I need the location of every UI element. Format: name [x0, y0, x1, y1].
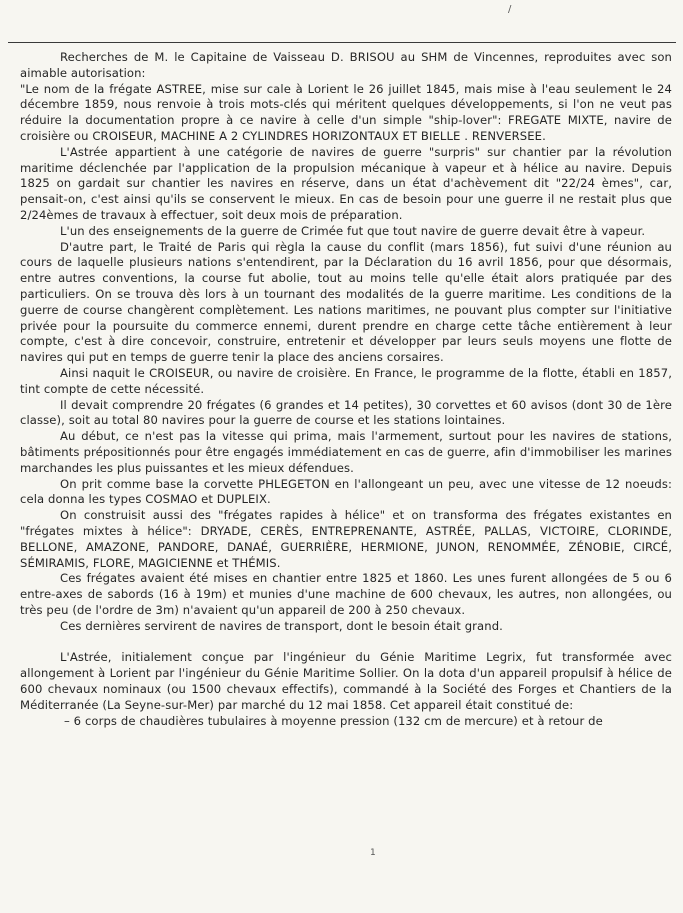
paragraph-crimea: L'un des enseignements de la guerre de Crimée fut que tout navire de guerre devait être à vapeur. [60, 223, 646, 238]
paragraph-transport: Ces dernières servirent de navires de transport, dont le besoin était grand. [60, 618, 503, 633]
paragraph-croiseur: Ainsi naquit le CROISEUR, ou navire de croisière. En France, le programme de la flotte, établi en 1857, tint compte de cette nécessité. [20, 365, 672, 396]
paragraph-armament: Au début, ce n'est pas la vitesse qui prima, mais l'armement, surtout pour les navires de stations, bâtiments prépositionnés pour être engagés immédiatement en cas de guerre, afin d'immobiliser les marines marchandes les plus puissantes et les mieux défendues. [20, 429, 672, 475]
quote-opening-paragraph: "Le nom de la frégate ASTREE, mise sur cale à Lorient le 26 juillet 1845, mais mise à l'eau seulement le 24 décembre 1859, nous renvoie à trois mots-clés qui méritent quelques développements, si l'on ne veut pas réduire la documentation propre à ce navire à celle d'un simple "ship-lover": FREGATE MIXTE, navire de croisière ou CROISEUR, MACHINE A 2 CYLINDRES HORIZONTAUX ET BIELLE . RENVERSEE. [20, 81, 672, 143]
paragraph-astree-transformation: L'Astrée, initialement conçue par l'ingénieur du Génie Maritime Legrix, fut transformée avec allongement à Lorient par l'ingénieur du Génie Maritime Sollier. On la dota d'un appareil propulsif à hélice de 600 chevaux nominaux (ou 1500 chevaux effectifs), commandé à la Société des Forges et Chantiers de la Méditerranée (La Seyne-sur-Mer) par marché du 12 mai 1858. Cet appareil était constitué de: [20, 650, 672, 712]
paragraph-phlegeton: On prit comme base la corvette PHLEGETON en l'allongeant un peu, avec une vitesse de 12 noeuds: cela donna les types COSMAO et DUPLEIX. [20, 476, 672, 507]
intro-paragraph: Recherches de M. le Capitaine de Vaisseau D. BRISOU au SHM de Vincennes, reproduites avec son aimable autorisation: [20, 50, 672, 80]
header-rule [8, 42, 676, 43]
page-bottom-mark: 1 [370, 848, 376, 858]
list-item-boilers: – 6 corps de chaudières tubulaires à moyenne pression (132 cm de mercure) et à retour de [64, 713, 603, 728]
paragraph-astree-category: L'Astrée appartient à une catégorie de navires de guerre "surpris" sur chantier par la révolution maritime déclenchée par l'application de la propulsion mécanique à vapeur et à hélice au navire. Depuis 1825 on gardait sur chantier les navires en réserve, dans un état d'achèvement dit "22/24 èmes", car, pensait-on, c'est ainsi qu'ils se conservent le mieux. En cas de besoin pour une guerre il ne restait plus que 2/24èmes de travaux à effectuer, soit deux mois de préparation. [20, 144, 672, 222]
paragraph-frigate-lengthening: Ces frégates avaient été mises en chantier entre 1825 et 1860. Les unes furent allongées de 5 ou 6 entre-axes de sabords (16 à 19m) et munies d'une machine de 600 chevaux, les autres, non allongées, ou très peu (de l'ordre de 3m) n'avaient qu'un appareil de 200 à 250 chevaux. [20, 571, 672, 617]
paragraph-treaty-paris: D'autre part, le Traité de Paris qui règla la cause du conflit (mars 1856), fut suivi d'une réunion au cours de laquelle plusieurs nations s'entendirent, par la Déclaration du 16 avril 1856, pour que désormais, entre autres conventions, la course fut abolie, tout au moins telle qu'elle était alors pratiquée par des particuliers. On se trouva dès lors à un tournant des modalités de la guerre maritime. Les conditions de la guerre de course changèrent complètement. Les nations maritimes, ne pouvant plus compter sur l'initiative privée pour la poursuite du commerce ennemi, durent prendre en charge cette tâche entièrement à leur compte, c'est à dire concevoir, construire, entretenir et développer par leurs seuls moyens une flotte de navires qui put en temps de guerre tenir la place des anciens corsaires. [20, 239, 672, 365]
paragraph-fleet-program: Il devait comprendre 20 frégates (6 grandes et 14 petites), 30 corvettes et 60 avisos (dont 30 de 1ère classe), soit au total 80 navires pour la guerre de course et les stations lointaines. [20, 397, 672, 428]
paragraph-frigate-list: On construisit aussi des "frégates rapides à hélice" et on transforma des frégates existantes en "frégates mixtes à hélice": DRYADE, CERÈS, ENTREPRENANTE, ASTRÉE, PALLAS, VICTOIRE, CLORINDE, BELLONE, AMAZONE, PANDORE, DANAÉ, GUERRIÈRE, HERMIONE, JUNON, RENOMMÉE, ZÉNOBIE, CIRCÉ, SÉMIRAMIS, FLORE, MAGICIENNE et THÉMIS. [20, 508, 672, 570]
body-text [20, 50, 672, 729]
top-margin-mark: / [508, 4, 512, 15]
